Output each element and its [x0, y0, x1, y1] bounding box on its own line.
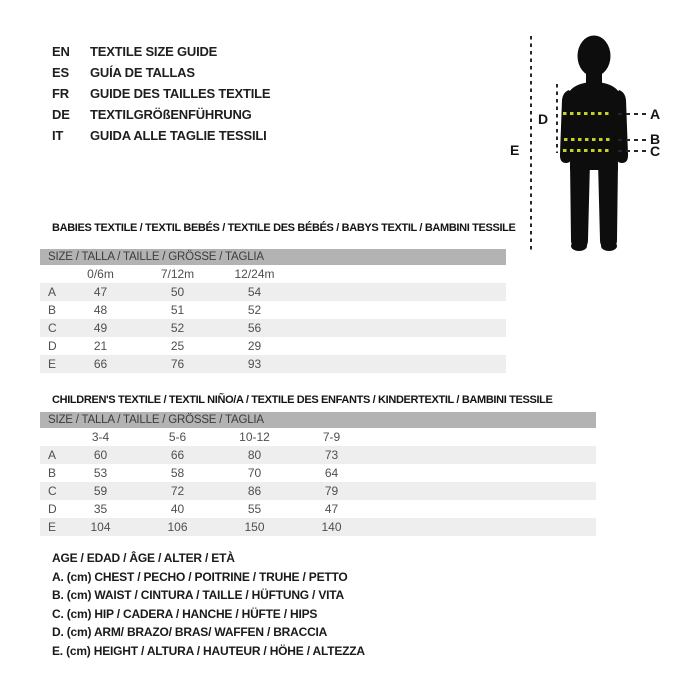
measurement-legend [52, 549, 365, 661]
size-value: 58 [170, 466, 185, 480]
table-row [40, 464, 596, 482]
size-value: 140 [321, 520, 342, 534]
row-label: A [48, 285, 57, 299]
row-label: A [48, 448, 57, 462]
size-header-bar [40, 412, 596, 428]
legend-item-chest: A. (cm) CHEST / PECHO / POITRINE / TRUHE / PETTO [52, 569, 348, 584]
size-value: 47 [93, 285, 108, 299]
row-label: E [48, 357, 57, 371]
row-label: E [48, 520, 57, 534]
legend-item-waist: B. (cm) WAIST / CINTURA / TAILLE / HÜFTUNG / VITA [52, 588, 344, 603]
hip-dash-on-body [563, 149, 611, 152]
marker-label-c: C [650, 143, 661, 159]
language-title: TEXTILE SIZE GUIDE [90, 44, 218, 59]
legend-item-hip: C. (cm) HIP / CADERA / HANCHE / HÜFTE / HIPS [52, 606, 318, 621]
children-table-title: CHILDREN'S TEXTILE / TEXTIL NIÑO/A / TEXTILE DES ENFANTS / KINDERTEXTIL / BAMBINI TESSILE [52, 394, 553, 406]
size-value: 48 [93, 303, 108, 317]
size-value: 70 [247, 466, 262, 480]
table-row [40, 518, 596, 536]
size-value: 50 [170, 285, 185, 299]
size-value: 35 [93, 502, 108, 516]
language-title: GUIDE DES TAILLES TEXTILE [90, 86, 271, 101]
column-header: 10-12 [239, 430, 270, 444]
column-header-row [40, 265, 506, 283]
row-label: B [48, 466, 57, 480]
size-value: 56 [247, 321, 262, 335]
size-value: 52 [247, 303, 262, 317]
size-value: 59 [93, 484, 108, 498]
row-label: D [48, 502, 57, 516]
table-row [40, 355, 506, 373]
size-value: 79 [324, 484, 339, 498]
language-row [52, 104, 270, 125]
column-header: 3-4 [91, 430, 110, 444]
size-value: 55 [247, 502, 262, 516]
table-row [40, 301, 506, 319]
column-header-row [40, 428, 596, 446]
size-value: 73 [324, 448, 339, 462]
column-header: 5-6 [168, 430, 187, 444]
row-label: B [48, 303, 57, 317]
legend-item-arm: D. (cm) ARM/ BRAZO/ BRAS/ WAFFEN / BRACCIA [52, 625, 328, 640]
marker-label-e: E [510, 142, 520, 158]
column-header-spacer [40, 265, 62, 283]
size-value: 150 [244, 520, 265, 534]
size-value: 66 [93, 357, 108, 371]
size-value: 76 [170, 357, 185, 371]
babies-size-table [40, 249, 506, 373]
language-title: GUIDA ALLE TAGLIE TESSILI [90, 128, 267, 143]
height-dash-line-e [530, 36, 532, 250]
marker-label-a: A [650, 106, 661, 122]
marker-label-d: D [538, 111, 549, 127]
column-header-spacer [40, 428, 62, 446]
size-value: 93 [247, 357, 262, 371]
waist-dash-on-body [564, 138, 610, 141]
language-code: ES [52, 65, 69, 80]
size-value: 104 [90, 520, 111, 534]
column-header: 0/6m [87, 267, 114, 281]
table-row [40, 446, 596, 464]
size-value: 21 [93, 339, 108, 353]
measurement-figure [500, 22, 700, 259]
chest-dash-on-body [563, 112, 612, 115]
size-value: 54 [247, 285, 262, 299]
column-header: 7-9 [322, 430, 341, 444]
size-value: 52 [170, 321, 185, 335]
size-value: 60 [93, 448, 108, 462]
size-value: 40 [170, 502, 185, 516]
size-value: 53 [93, 466, 108, 480]
table-row [40, 500, 596, 518]
size-value: 25 [170, 339, 185, 353]
size-value: 66 [170, 448, 185, 462]
language-title-block [52, 41, 270, 146]
table-row [40, 319, 506, 337]
hip-dash-leader [618, 150, 646, 153]
size-value: 80 [247, 448, 262, 462]
table-row [40, 482, 596, 500]
babies-table-title: BABIES TEXTILE / TEXTIL BEBÉS / TEXTILE DES BÉBÉS / BABYS TEXTIL / BAMBINI TESSILE [52, 222, 516, 234]
column-header: 7/12m [160, 267, 195, 281]
language-title: GUÍA DE TALLAS [90, 65, 195, 80]
language-title: TEXTILGRÖßENFÜHRUNG [90, 107, 252, 122]
language-row [52, 41, 270, 62]
size-value: 106 [167, 520, 188, 534]
language-row [52, 83, 270, 104]
size-header-bar [40, 249, 506, 265]
children-size-table [40, 412, 596, 536]
size-value: 47 [324, 502, 339, 516]
size-header-label: SIZE / TALLA / TAILLE / GRÖSSE / TAGLIA [48, 251, 264, 263]
language-code: EN [52, 44, 70, 59]
table-row [40, 337, 506, 355]
size-value: 29 [247, 339, 262, 353]
size-value: 49 [93, 321, 108, 335]
table-row [40, 283, 506, 301]
legend-age-line: AGE / EDAD / ÂGE / ALTER / ETÀ [52, 551, 235, 565]
size-value: 72 [170, 484, 185, 498]
marker-label-b: B [650, 131, 661, 147]
language-code: FR [52, 86, 69, 101]
row-label: D [48, 339, 57, 353]
child-silhouette [555, 34, 635, 256]
language-row [52, 125, 270, 146]
waist-dash-leader [618, 139, 646, 142]
language-code: IT [52, 128, 64, 143]
row-label: C [48, 484, 57, 498]
size-value: 64 [324, 466, 339, 480]
language-code: DE [52, 107, 70, 122]
language-row [52, 62, 270, 83]
column-header: 12/24m [234, 267, 275, 281]
size-value: 51 [170, 303, 185, 317]
size-value: 86 [247, 484, 262, 498]
arm-dash-line-d [556, 84, 558, 153]
row-label: C [48, 321, 57, 335]
size-header-label: SIZE / TALLA / TAILLE / GRÖSSE / TAGLIA [48, 414, 264, 426]
chest-dash-leader [618, 113, 646, 116]
legend-item-height: E. (cm) HEIGHT / ALTURA / HAUTEUR / HÖHE / ALTEZZA [52, 643, 365, 658]
